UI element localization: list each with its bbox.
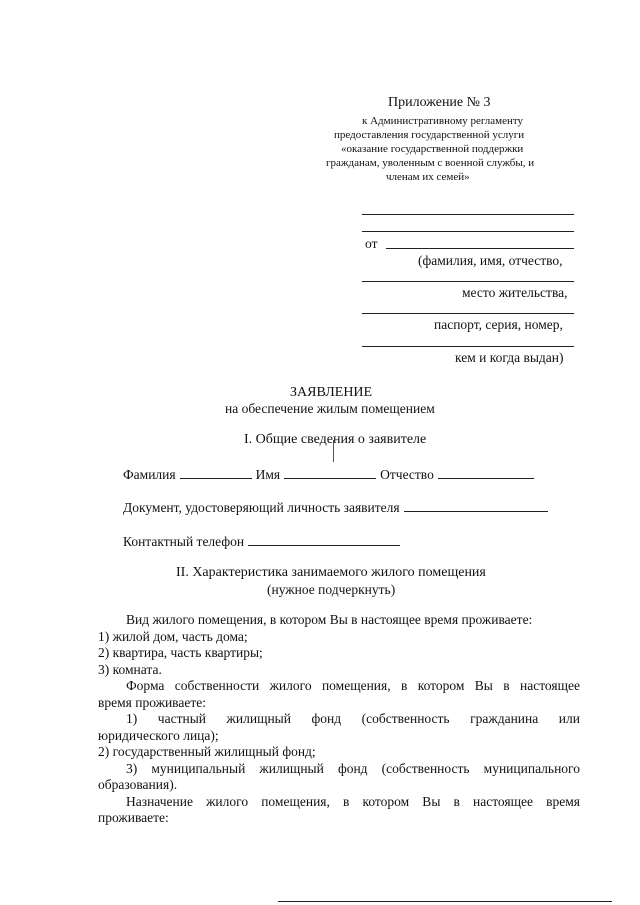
from-label: от xyxy=(365,236,378,251)
sender-issued-field[interactable] xyxy=(362,346,574,347)
surname-label: Фамилия xyxy=(123,467,176,482)
id-document-label: Документ, удостоверяющий личность заявителя xyxy=(123,500,400,515)
appendix-line: к Административному регламенту xyxy=(362,115,524,127)
caption-residence: место жительства, xyxy=(462,285,568,300)
sender-name-field[interactable] xyxy=(386,248,574,249)
sender-residence-field[interactable] xyxy=(362,281,574,282)
phone-label: Контактный телефон xyxy=(123,534,245,549)
section-1-title: I. Общие сведения о заявителе xyxy=(244,432,427,447)
option-state-fund[interactable]: 2) государственный жилищный фонд; xyxy=(98,744,316,759)
question-ownership: Форма собственности жилого помещения, в котором Вы в настоящее xyxy=(126,678,580,693)
option-apartment[interactable]: 2) квартира, часть квартиры; xyxy=(98,645,263,660)
name-field[interactable] xyxy=(284,466,376,479)
addressee-line[interactable] xyxy=(362,214,574,215)
document-subtitle: на обеспечение жилым помещением xyxy=(225,401,435,416)
surname-field[interactable] xyxy=(180,466,252,479)
document-row xyxy=(123,499,552,516)
question-purpose: Назначение жилого помещения, в котором Вы в настоящее время xyxy=(126,793,580,809)
question-purpose-cont: проживаете: xyxy=(98,810,169,825)
document-title: ЗАЯВЛЕНИЕ xyxy=(290,385,373,400)
addressee-line[interactable] xyxy=(362,231,574,232)
appendix-line: предоставления государственной услуги xyxy=(334,129,525,141)
appendix-line: членам их семей» xyxy=(386,171,470,183)
question-ownership-cont: время проживаете: xyxy=(98,694,207,710)
phone-row xyxy=(123,533,404,550)
option-municipal-fund-cont[interactable]: образования). xyxy=(98,777,178,792)
patronymic-field[interactable] xyxy=(438,466,534,479)
patronymic-label: Отчество xyxy=(380,467,434,482)
text-cursor xyxy=(333,440,334,462)
option-house[interactable]: 1) жилой дом, часть дома; xyxy=(98,628,248,644)
option-municipal-fund[interactable]: 3) муниципальный жилищный фонд (собственность муниципального xyxy=(126,760,580,776)
section-2-body xyxy=(98,612,580,827)
appendix-line: гражданам, уволенным с военной службы, и xyxy=(326,157,535,169)
section-2-title: II. Характеристика занимаемого жилого помещения xyxy=(176,565,486,580)
option-room[interactable]: 3) комната. xyxy=(98,661,162,677)
appendix-line: «оказание государственной поддержки xyxy=(341,143,524,155)
caption-name: (фамилия, имя, отчество, xyxy=(418,253,563,268)
fio-row xyxy=(123,466,538,483)
id-document-field[interactable] xyxy=(404,499,548,512)
phone-field[interactable] xyxy=(248,533,400,546)
option-private-fund[interactable]: 1) частный жилищный фонд (собственность гражданина или xyxy=(126,711,580,726)
name-label: Имя xyxy=(255,467,281,482)
sender-passport-field[interactable] xyxy=(362,313,574,314)
appendix-title: Приложение № 3 xyxy=(388,95,491,110)
section-2-subtitle: (нужное подчеркнуть) xyxy=(267,582,396,597)
footer-line xyxy=(278,901,612,902)
option-private-fund-cont[interactable]: юридического лица); xyxy=(98,727,219,743)
question-housing-type: Вид жилого помещения, в котором Вы в настоящее время проживаете: xyxy=(126,612,533,627)
caption-passport: паспорт, серия, номер, xyxy=(434,317,563,332)
caption-issued: кем и когда выдан) xyxy=(455,350,564,365)
